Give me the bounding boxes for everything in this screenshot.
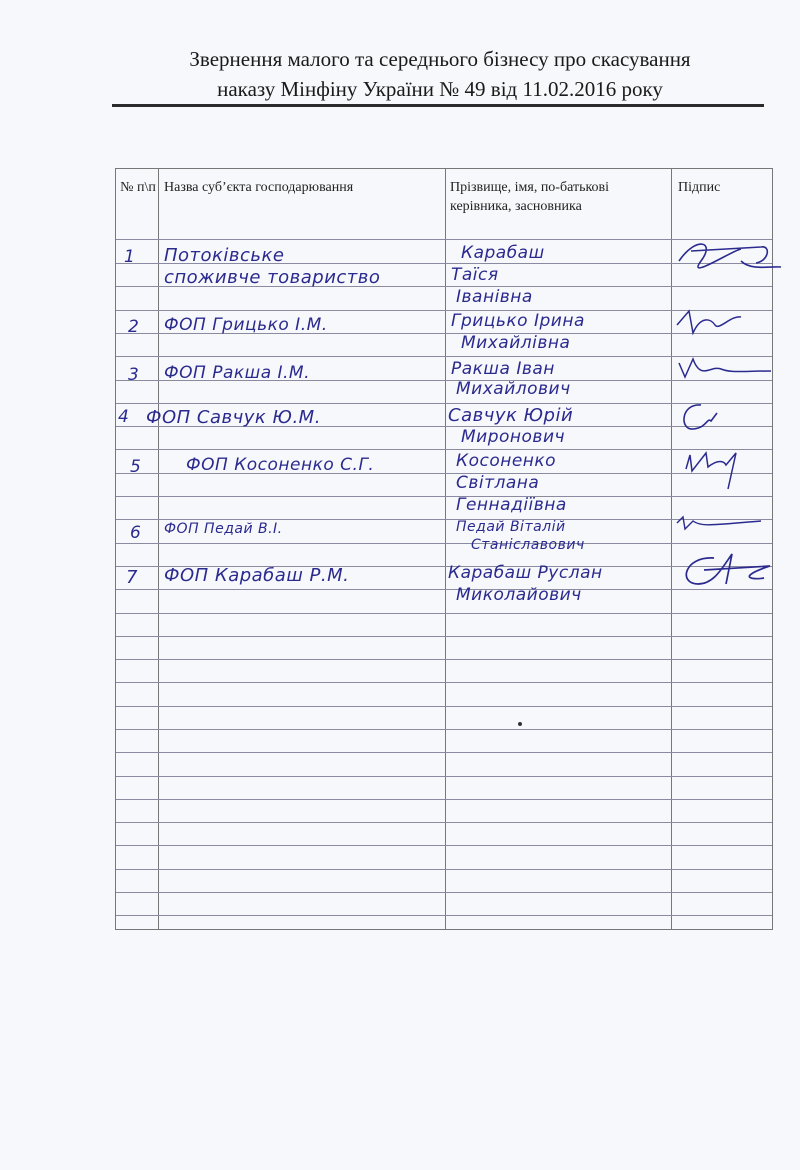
person-name: Миронович	[461, 427, 566, 447]
row-number: 4	[118, 407, 130, 427]
entity-name: ФОП Карабаш Р.М.	[164, 565, 350, 586]
signature	[671, 395, 731, 440]
row-number: 2	[128, 317, 140, 337]
table-row-line	[116, 682, 772, 683]
entity-name: ФОП Ракша І.М.	[164, 363, 311, 383]
signature	[671, 305, 771, 345]
table-row-line	[116, 776, 772, 777]
row-number: 5	[130, 457, 142, 477]
table-row-line	[116, 752, 772, 753]
table-row-line	[116, 449, 772, 450]
row-number: 7	[126, 567, 138, 588]
signature	[674, 544, 774, 599]
header-signature: Підпис	[678, 180, 721, 195]
row-number: 1	[124, 247, 136, 267]
header-person: Прізвище, імя, по-батькові керівника, засновника	[450, 180, 610, 214]
table-row-line	[116, 799, 772, 800]
table-row-line	[116, 659, 772, 660]
table-row-line	[116, 729, 772, 730]
entity-name: ФОП Грицько І.М.	[164, 315, 328, 335]
table-row-line	[116, 706, 772, 707]
entity-name: Потоківське	[164, 245, 285, 266]
table-row-line	[116, 845, 772, 846]
table-row-line	[116, 892, 772, 893]
signature	[678, 441, 758, 496]
entity-name: ФОП Педай В.І.	[164, 521, 283, 537]
signature-table	[115, 168, 773, 930]
entity-name: споживче товариство	[164, 267, 381, 288]
ink-dot	[518, 722, 522, 726]
person-name: Михайлович	[456, 379, 571, 399]
title-line-2: наказу Мінфіну України № 49 від 11.02.2016 року	[217, 77, 663, 101]
person-name: Карабаш Руслан	[448, 563, 603, 583]
column-divider	[158, 169, 159, 929]
person-name: Михайлівна	[461, 333, 571, 353]
document-title	[100, 44, 780, 104]
person-name: Карабаш	[461, 243, 545, 263]
title-line-1: Звернення малого та середнього бізнесу про скасування	[189, 47, 691, 71]
header-entity: Назва суб’єкта господарювання	[164, 180, 354, 195]
table-row-line	[116, 636, 772, 637]
person-name: Педай Віталій	[456, 519, 566, 535]
column-divider	[445, 169, 446, 929]
person-name: Косоненко	[456, 451, 557, 471]
header-number: № п\п	[120, 180, 156, 195]
person-name: Станіславович	[471, 537, 585, 553]
person-name: Іванівна	[456, 287, 533, 307]
row-number: 6	[130, 523, 142, 543]
signature	[671, 231, 786, 286]
entity-name: ФОП Савчук Ю.М.	[146, 407, 321, 428]
table-row-line	[116, 822, 772, 823]
person-name: Світлана	[456, 473, 540, 493]
signature	[671, 513, 771, 538]
person-name: Геннадіївна	[456, 495, 567, 515]
table-row-line	[116, 496, 772, 497]
person-name: Савчук Юрій	[448, 405, 574, 426]
person-name: Таїся	[451, 265, 499, 285]
table-row-line	[116, 915, 772, 916]
table-row-line	[116, 613, 772, 614]
person-name: Ракша Іван	[451, 359, 555, 379]
signature	[671, 351, 776, 393]
row-number: 3	[128, 365, 140, 385]
table-row-line	[116, 869, 772, 870]
person-name: Миколайович	[456, 585, 582, 605]
person-name: Грицько Ірина	[451, 311, 585, 331]
entity-name: ФОП Косоненко С.Г.	[186, 455, 375, 475]
title-underline	[112, 104, 764, 107]
